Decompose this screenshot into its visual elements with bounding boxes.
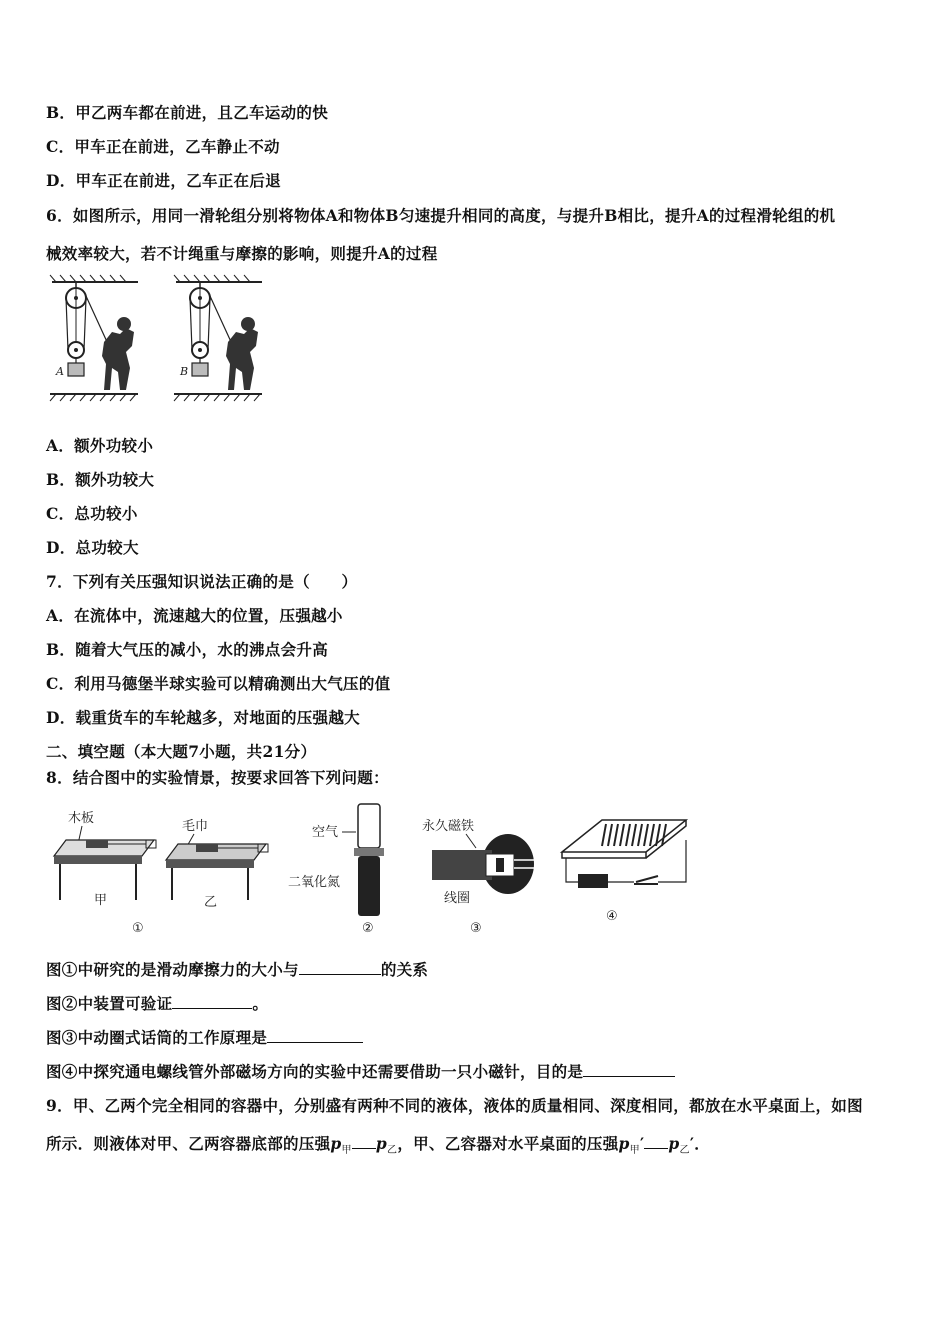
label-muban: 木板 — [68, 811, 95, 826]
label-citie: 永久磁铁 — [422, 819, 475, 834]
section2-title: 二、填空题（本大题7小题，共21分） — [46, 742, 317, 761]
solenoid-experiment — [562, 820, 686, 924]
q5-option-c: C．甲车正在前进，乙车静止不动 — [46, 137, 280, 156]
q9-line2-pre: 所示．则液体对甲、乙两容器底部的压强 — [46, 1134, 331, 1153]
q7-option-a: A．在流体中，流速越大的位置，压强越小 — [46, 606, 343, 625]
q8-experiment-figure — [46, 800, 696, 940]
q6-stem-line1: 6．如图所示，用同一滑轮组分别将物体A和物体B匀速提升相同的高度，与提升B相比，提升A的过程滑轮组的机 — [46, 206, 836, 225]
q9-p-yi: p — [375, 1134, 387, 1153]
label-b: B — [180, 365, 189, 378]
q8-line2 — [46, 992, 268, 1014]
q9-answer-blank-1[interactable] — [352, 1134, 376, 1149]
q8-answer-blank-3[interactable] — [267, 1028, 363, 1043]
q8-answer-blank-4[interactable] — [583, 1062, 675, 1077]
label-xianquan: 线圈 — [444, 891, 471, 906]
label-kongqi: 空气 — [312, 825, 339, 840]
q8-line4-pre: 图④中探究通电螺线管外部磁场方向的实验中还需要借助一只小磁针，目的是 — [46, 1062, 584, 1081]
q5-option-b: B．甲乙两车都在前进，且乙车运动的快 — [46, 103, 329, 122]
q8-line3-pre: 图③中动圈式话筒的工作原理是 — [46, 1028, 268, 1047]
q7-option-b: B．随着大气压的减小，水的沸点会升高 — [46, 640, 329, 659]
label-a: A — [56, 365, 64, 378]
q7-option-c: C．利用马德堡半球实验可以精确测出大气压的值 — [46, 674, 391, 693]
q8-stem: 8．结合图中的实验情景，按要求回答下列问题： — [46, 768, 389, 787]
q9-sub-jia: 甲 — [341, 1145, 352, 1157]
q8-line4 — [46, 1060, 675, 1082]
q6-stem-line2: 械效率较大，若不计绳重与摩擦的影响，则提升A的过程 — [46, 244, 438, 263]
q9-line2 — [46, 1132, 710, 1156]
q8-line3 — [46, 1026, 363, 1048]
q8-answer-blank-1[interactable] — [299, 960, 381, 975]
microphone-experiment — [422, 818, 534, 936]
q8-answer-blank-2[interactable] — [172, 994, 252, 1009]
q6-pulley-figure — [46, 272, 276, 407]
q9-line1: 9．甲、乙两个完全相同的容器中，分别盛有两种不同的液体，液体的质量相同、深度相同，都放在水平桌面上，如图 — [46, 1096, 863, 1115]
diffusion-experiment — [288, 804, 384, 936]
pulley-setup-b — [174, 275, 262, 401]
q9-p-jia: p — [330, 1134, 342, 1153]
fig-num-2: ② — [362, 921, 374, 936]
q5-option-d: D．甲车正在前进，乙车正在后退 — [46, 171, 281, 190]
q8-line2-pre: 图②中装置可验证 — [46, 994, 173, 1013]
q7-option-d: D．载重货车的车轮越多，对地面的压强越大 — [46, 708, 360, 727]
q9-prime-2: ′ — [689, 1134, 695, 1153]
q6-option-b: B．额外功较大 — [46, 470, 155, 489]
q8-line2-post: 。 — [252, 994, 269, 1013]
label-yi: 乙 — [204, 895, 218, 910]
q9-line2-mid: ，甲、乙容器对水平桌面的压强 — [397, 1134, 619, 1153]
q9-p-yi-prime: p — [668, 1134, 680, 1153]
pulley-setup-a — [50, 275, 138, 401]
friction-experiment — [54, 810, 268, 936]
q6-option-a: A．额外功较小 — [46, 436, 154, 455]
fig-num-4: ④ — [606, 909, 618, 924]
q8-line1 — [46, 958, 428, 980]
q9-sub-jia-2: 甲 — [629, 1145, 640, 1157]
q8-line1-pre: 图①中研究的是滑动摩擦力的大小与 — [46, 960, 299, 979]
q9-prime-1: ′ — [639, 1134, 645, 1153]
q7-stem: 7．下列有关压强知识说法正确的是（ ） — [46, 572, 358, 591]
q9-end: ． — [694, 1134, 711, 1153]
fig-num-1: ① — [132, 921, 144, 936]
q6-option-c: C．总功较小 — [46, 504, 138, 523]
label-jia: 甲 — [94, 893, 108, 908]
q9-answer-blank-2[interactable] — [644, 1134, 668, 1149]
q9-p-jia-prime: p — [618, 1134, 630, 1153]
q8-line1-post: 的关系 — [380, 960, 429, 979]
fig-num-3: ③ — [470, 921, 482, 936]
q9-sub-yi: 乙 — [387, 1145, 398, 1157]
q6-option-d: D．总功较大 — [46, 538, 139, 557]
label-eryanghuadan: 二氧化氮 — [288, 875, 341, 890]
label-maojin: 毛巾 — [182, 819, 209, 834]
q9-sub-yi-2: 乙 — [679, 1145, 690, 1157]
